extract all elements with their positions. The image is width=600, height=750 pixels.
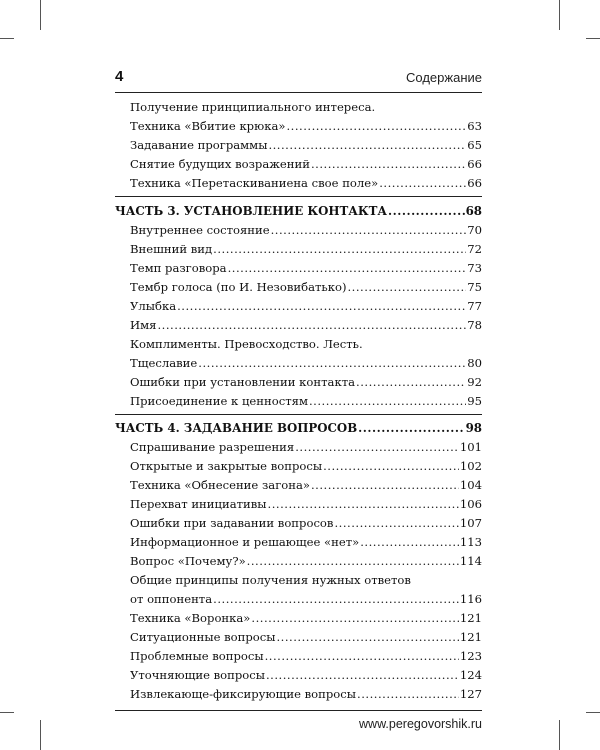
toc-entry-title: Проблемные вопросы — [130, 649, 264, 663]
toc-entry-page: 66 — [467, 176, 482, 190]
toc-line: Комплименты. Превосходство. Лесть. — [130, 337, 363, 351]
toc-entry[interactable] — [115, 278, 482, 297]
toc-entry-title: Тщеславие — [130, 356, 198, 370]
leader-dots — [177, 297, 466, 316]
toc-entry[interactable] — [115, 666, 482, 685]
toc-entry[interactable] — [115, 476, 482, 495]
leader-dots — [286, 117, 466, 136]
toc-entry-title: Ошибки при установлении контакта — [130, 375, 356, 389]
leader-dots — [311, 476, 459, 495]
header-rule — [115, 92, 482, 93]
toc-entry-title: Перехват инициативы — [130, 497, 267, 511]
toc-entry[interactable] — [115, 221, 482, 240]
toc-entry[interactable] — [115, 354, 482, 373]
leader-dots — [213, 590, 459, 609]
toc-entry[interactable] — [115, 373, 482, 392]
book-page — [115, 68, 482, 731]
toc-entry[interactable] — [115, 552, 482, 571]
toc-entry-page: 121 — [459, 630, 482, 644]
running-header — [115, 68, 482, 88]
toc-entry-title: Задавание программы — [130, 138, 268, 152]
toc-entry-page: 116 — [459, 592, 482, 606]
leader-dots — [247, 552, 459, 571]
toc-entry-page: 75 — [467, 280, 482, 294]
toc-entry-title: Имя — [130, 318, 157, 332]
toc-entry-page: 95 — [467, 394, 482, 408]
toc-entry-page: 104 — [459, 478, 482, 492]
toc-entry-page: 101 — [459, 440, 482, 454]
toc-entry-page: 72 — [467, 242, 482, 256]
toc-entry[interactable] — [115, 457, 482, 476]
toc-entry-page: 70 — [467, 223, 482, 237]
toc-entry-page: 77 — [467, 299, 482, 313]
leader-dots — [379, 174, 466, 193]
leader-dots — [268, 136, 466, 155]
toc-part-heading[interactable] — [115, 419, 482, 438]
toc-entry-title: Ситуационные вопросы — [130, 630, 276, 644]
toc-entry[interactable] — [115, 438, 482, 457]
toc-entry-title: Снятие будущих возражений — [130, 157, 310, 171]
crop-mark — [0, 38, 14, 39]
footer-url[interactable]: www.peregovorshik.ru — [359, 717, 482, 731]
toc-entry-title: Вопрос «Почему?» — [130, 554, 246, 568]
part-divider — [115, 414, 482, 415]
toc-entry-title: Внутреннее состояние — [130, 223, 270, 237]
leader-dots — [388, 202, 465, 221]
footer-rule — [115, 710, 482, 711]
toc-entry[interactable] — [115, 628, 482, 647]
toc-entry[interactable] — [115, 685, 482, 704]
toc-part-title: ЧАСТЬ 3. УСТАНОВЛЕНИЕ КОНТАКТА — [115, 204, 388, 218]
leader-dots — [358, 419, 464, 438]
toc-entry-title: Тембр голоса (по И. Незовибатько) — [130, 280, 347, 294]
toc-entry[interactable] — [115, 136, 482, 155]
leader-dots — [198, 354, 466, 373]
leader-dots — [251, 609, 458, 628]
toc-entry-title: от оппонента — [130, 592, 213, 606]
toc-entry-page: 66 — [467, 157, 482, 171]
leader-dots — [323, 457, 459, 476]
toc-entry-page: 123 — [459, 649, 482, 663]
toc-entry[interactable] — [115, 609, 482, 628]
toc-entry-page: 113 — [459, 535, 482, 549]
crop-mark — [0, 712, 14, 713]
crop-mark — [559, 0, 560, 30]
toc-entry-title: Внешний вид — [130, 242, 213, 256]
toc-entry-title: Открытые и закрытые вопросы — [130, 459, 323, 473]
crop-mark — [40, 0, 41, 30]
leader-dots — [360, 533, 459, 552]
toc-entry[interactable] — [115, 174, 482, 193]
toc-entry[interactable] — [115, 316, 482, 335]
toc-entry-page: 114 — [459, 554, 482, 568]
leader-dots — [357, 685, 459, 704]
leader-dots — [295, 438, 459, 457]
page-number: 4 — [115, 68, 124, 85]
leader-dots — [228, 259, 467, 278]
leader-dots — [213, 240, 466, 259]
toc-entry-page: 121 — [459, 611, 482, 625]
toc-part-page: 98 — [465, 421, 482, 435]
toc-entry-title: Извлекающе-фиксирующие вопросы — [130, 687, 357, 701]
part-divider — [115, 196, 482, 197]
toc-entry[interactable] — [115, 495, 482, 514]
toc-entry-title: Техника «Обнесение загона» — [130, 478, 310, 492]
toc-entry[interactable] — [115, 533, 482, 552]
section-title: Содержание — [406, 70, 482, 85]
leader-dots — [347, 278, 466, 297]
toc-entry-page: 102 — [459, 459, 482, 473]
toc-entry-page: 80 — [467, 356, 482, 370]
toc-entry-title: Темп разговора — [130, 261, 227, 275]
leader-dots — [265, 647, 459, 666]
toc-entry-page: 127 — [459, 687, 482, 701]
toc-line: Получение принципиального интереса. — [130, 100, 376, 114]
leader-dots — [309, 392, 466, 411]
toc-line: Общие принципы получения нужных ответов — [130, 573, 411, 587]
toc-entry-title: Уточняющие вопросы — [130, 668, 265, 682]
toc-entry[interactable] — [115, 297, 482, 316]
leader-dots — [277, 628, 459, 647]
crop-mark — [40, 720, 41, 750]
toc-entry-title: Спрашивание разрешения — [130, 440, 295, 454]
leader-dots — [271, 221, 467, 240]
toc-entry-page: 107 — [459, 516, 482, 530]
toc-part-page: 68 — [465, 204, 482, 218]
crop-mark — [586, 712, 600, 713]
toc-entry[interactable] — [115, 240, 482, 259]
toc-entry-page: 78 — [467, 318, 482, 332]
toc-entry-page: 63 — [467, 119, 482, 133]
crop-mark — [559, 720, 560, 750]
toc-entry-title: Техника «Перетаскиваниена свое поле» — [130, 176, 379, 190]
toc-entry-title: Техника «Вбитие крюка» — [130, 119, 286, 133]
toc-entry[interactable] — [115, 514, 482, 533]
crop-mark — [586, 38, 600, 39]
leader-dots — [356, 373, 466, 392]
leader-dots — [157, 316, 466, 335]
leader-dots — [266, 666, 459, 685]
toc-entry-page: 92 — [467, 375, 482, 389]
leader-dots — [334, 514, 458, 533]
toc-entry[interactable] — [115, 259, 482, 278]
leader-dots — [268, 495, 459, 514]
toc-entry-page: 106 — [459, 497, 482, 511]
toc-entry-title: Техника «Воронка» — [130, 611, 251, 625]
toc-part-heading[interactable] — [115, 202, 482, 221]
toc-entry-page: 73 — [467, 261, 482, 275]
table-of-contents — [115, 98, 482, 704]
leader-dots — [311, 155, 466, 174]
toc-entry[interactable] — [115, 392, 482, 411]
toc-entry[interactable] — [115, 590, 482, 609]
toc-entry-title: Ошибки при задавании вопросов — [130, 516, 334, 530]
toc-entry-page: 124 — [459, 668, 482, 682]
toc-entry[interactable] — [115, 647, 482, 666]
toc-entry-title: Присоединение к ценностям — [130, 394, 308, 408]
toc-entry-title: Информационное и решающее «нет» — [130, 535, 360, 549]
toc-part-title: ЧАСТЬ 4. ЗАДАВАНИЕ ВОПРОСОВ — [115, 421, 358, 435]
toc-entry-page: 65 — [467, 138, 482, 152]
toc-entry[interactable] — [115, 155, 482, 174]
toc-entry[interactable] — [115, 117, 482, 136]
toc-entry-title: Улыбка — [130, 299, 177, 313]
